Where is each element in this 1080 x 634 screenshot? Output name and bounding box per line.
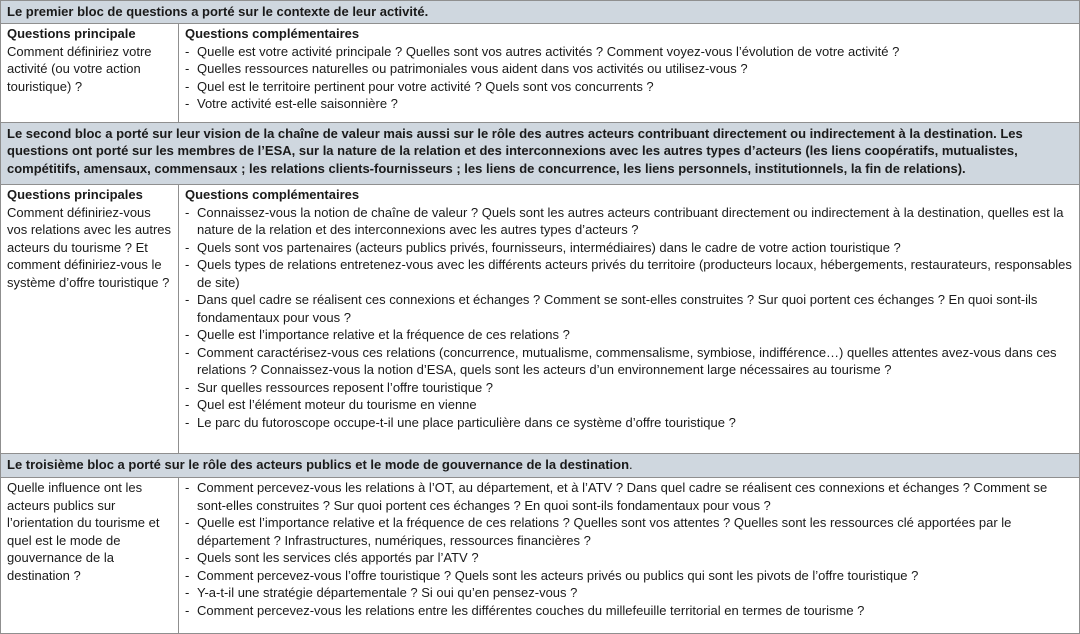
block-2-heading: Le second bloc a porté sur leur vision de la chaîne de valeur mais aussi sur le rôle des autres acteurs contribuant directement ou indirectement à la destination. Les questions ont porté sur les membres de l’ESA, sur la nature de la relation et des interconnexions avec les autres types d’acteurs (les liens coopératifs, mutualistes, compétitifs, amensaux, commensaux ; les relations clients-fournisseurs ; les liens de concurrence, les liens personnels, institutionnels, la fin de relations). (1, 122, 1080, 184)
question-item: - Y-a-t-il une stratégie départementale ? Si oui qu’en pensez-vous ? (185, 584, 1073, 602)
question-item: - Quel est l’élément moteur du tourisme en vienne (185, 396, 1073, 414)
question-item: - Dans quel cadre se réalisent ces connexions et échanges ? Comment se sont-elles construites ? Sur quoi portent ces échanges ? En quoi sont-ils fondamentaux pour vous ? (185, 291, 1073, 326)
question-item: - Quel est le territoire pertinent pour votre activité ? Quels sont vos concurrents ? (185, 78, 1073, 96)
block-1-main-text: Comment définiriez votre activité (ou votre action touristique) ? (7, 43, 152, 94)
block-2-comp-title: Questions complémentaires (185, 187, 360, 202)
question-item: - Quels sont les services clés apportés par l’ATV ? (185, 549, 1073, 567)
question-item: - Le parc du futoroscope occupe-t-il une place particulière dans ce système d’offre touristique ? (185, 414, 1073, 432)
block-3-heading-tail: . (629, 457, 633, 473)
block-3-content-row (1, 478, 1080, 634)
question-item: - Quelle est votre activité principale ? Quelles sont vos autres activités ? Comment voyez-vous l’évolution de votre activité ? (185, 43, 1073, 61)
block-2-complementary-questions (179, 185, 1080, 454)
question-item: - Quelle est l’importance relative et la fréquence de ces relations ? Quelles sont vos attentes ? Quelles sont les ressources clé apportées par le département ? Infrastructures, numériques, ressources financières ? (185, 514, 1073, 549)
block-2-content-row (1, 185, 1080, 454)
question-item: - Comment percevez-vous les relations entre les différentes couches du millefeuille territorial en termes de tourisme ? (185, 602, 1073, 620)
question-item: - Votre activité est-elle saisonnière ? (185, 95, 1073, 113)
question-item: - Sur quelles ressources reposent l’offre touristique ? (185, 379, 1073, 397)
block-1-complementary-questions (179, 24, 1080, 123)
block-3-main-questions (1, 478, 179, 634)
question-item: - Connaissez-vous la notion de chaîne de valeur ? Quels sont les autres acteurs contribuant directement ou indirectement à la destination, quelles est la nature de la relation et des interconnexions avec les autres types d’acteurs ? (185, 204, 1073, 239)
block-2-main-title: Questions principales (7, 187, 143, 202)
block-3-complementary-questions (179, 478, 1080, 634)
block-2-question-list (185, 204, 1073, 432)
block-1-heading: Le premier bloc de questions a porté sur le contexte de leur activité. (1, 1, 1080, 24)
question-item: - Comment percevez-vous les relations à l’OT, au département, et à l’ATV ? Dans quel cadre se réalisent ces connexions et échanges ? Comment se sont-elles construites ? Sur quoi portent ces échanges ? En quoi sont-ils fondamentaux pour vous ? (185, 479, 1073, 514)
block-2-main-questions (1, 185, 179, 454)
block-1-question-list (185, 43, 1073, 113)
block-3-question-list (185, 479, 1073, 619)
question-item: - Quelles ressources naturelles ou patrimoniales vous aident dans vos activités ou utilisez-vous ? (185, 60, 1073, 78)
block-1-content-row (1, 24, 1080, 123)
block-1-header-row (1, 1, 1080, 24)
block-2-main-text: Comment définiriez-vous vos relations avec les autres acteurs du tourisme ? Et comment définiriez-vous le système d’offre touristique ? (7, 204, 172, 290)
block-3-heading: Le troisième bloc a porté sur le rôle des acteurs publics et le mode de gouvernance de la destination (7, 457, 630, 473)
question-item: - Comment caractérisez-vous ces relations (concurrence, mutualisme, commensalisme, symbiose, indifférence…) quelles attentes avez-vous dans ces relations ? Connaissez-vous la notion d’ESA, quels sont les acteurs d’un environnement large nécessaires au tourisme ? (185, 344, 1073, 379)
block-3-heading-cell (1, 454, 1080, 478)
block-1-main-title: Questions principale (7, 26, 136, 41)
block-1-comp-title: Questions complémentaires (185, 26, 360, 41)
question-item: - Quels types de relations entretenez-vous avec les différents acteurs privés du territoire (producteurs locaux, hébergements, restaurateurs, responsables de site) (185, 256, 1073, 291)
block-2-header-row (1, 122, 1080, 184)
question-item: - Comment percevez-vous l’offre touristique ? Quels sont les acteurs privés ou publics qui sont les pivots de l’offre touristique ? (185, 567, 1073, 585)
question-item: - Quelle est l’importance relative et la fréquence de ces relations ? (185, 326, 1073, 344)
question-item: - Quels sont vos partenaires (acteurs publics privés, fournisseurs, intermédiaires) dans le cadre de votre action touristique ? (185, 239, 1073, 257)
block-3-main-text: Quelle influence ont les acteurs publics sur l’orientation du tourisme et quel est le mode de gouvernance de la destination ? (7, 480, 160, 583)
block-3-header-row (1, 454, 1080, 478)
block-1-main-questions (1, 24, 179, 123)
